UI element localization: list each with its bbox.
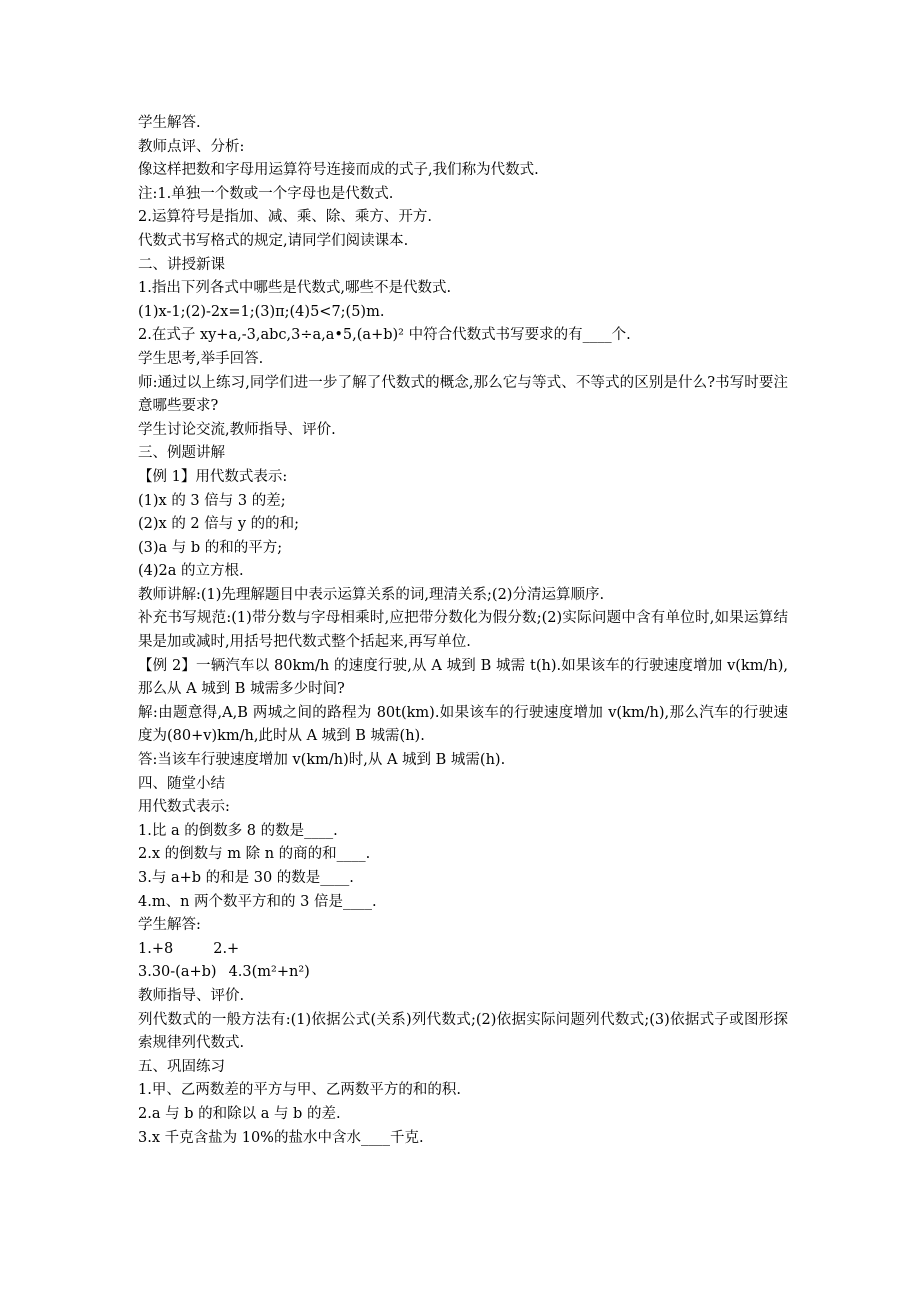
text-line: 注:1.单独一个数或一个字母也是代数式. <box>138 185 394 202</box>
exercise-item: 3.与 a+b 的和是 30 的数是____. <box>138 870 354 886</box>
exercise-item: 2.a 与 b 的和除以 a 与 b 的差. <box>138 1105 341 1122</box>
section-heading: 三、例题讲解 <box>138 445 225 462</box>
text-line: 2.在式子 xy+a,-3,abc,3÷a,a•5,(a+b)² 中符合代数式书写要求的有____个. <box>138 327 631 344</box>
text-line: (4)2a 的立方根. <box>138 563 244 580</box>
text-paragraph: 师:通过以上练习,同学们进一步了解了代数式的概念,那么它与等式、不等式的区别是什么?书写时要注意哪些要求? <box>138 374 788 415</box>
answer-3: 3.30-(a+b) <box>138 964 217 981</box>
answer-line: 答:当该车行驶速度增加 v(km/h)时,从 A 城到 B 城需(h). <box>138 752 506 769</box>
solution-paragraph: 解:由题意得,A,B 两城之间的路程为 80t(km).如果该车的行驶速度增加 v(km/h),那么汽车的行驶速度为(80+v)km/h,此时从 A 城到 B 城需(h). <box>138 704 788 745</box>
example-title: 【例 1】用代数式表示: <box>138 468 288 485</box>
text-paragraph: 补充书写规范:(1)带分数与字母相乘时,应把带分数化为假分数;(2)实际问题中含有单位时,如果运算结果是加或减时,用括号把代数式整个括起来,再写单位. <box>138 610 788 651</box>
text-line: 学生讨论交流,教师指导、评价. <box>138 421 336 438</box>
text-line: 学生解答: <box>138 917 201 934</box>
text-line: 像这样把数和字母用运算符号连接而成的式子,我们称为代数式. <box>138 162 539 179</box>
exercise-item: 2.x 的倒数与 m 除 n 的商的和____. <box>138 846 371 863</box>
text-line: 代数式书写格式的规定,请同学们阅读课本. <box>138 232 409 249</box>
exercise-item: 3.x 千克含盐为 10%的盐水中含水____千克. <box>138 1129 424 1146</box>
answer-1: 1.+8 <box>138 940 174 957</box>
text-line: (1)x-1;(2)-2x=1;(3)π;(4)5<7;(5)m. <box>138 303 385 320</box>
text-line: 教师指导、评价. <box>138 987 245 1004</box>
document-page <box>138 112 788 1150</box>
exercise-item: 1.比 a 的倒数多 8 的数是____. <box>138 822 338 839</box>
text-line: 教师点评、分析: <box>138 138 245 155</box>
text-line: 用代数式表示: <box>138 799 230 816</box>
text-paragraph: 列代数式的一般方法有:(1)依据公式(关系)列代数式;(2)依据实际问题列代数式;(3)依据式子或图形探索规律列代数式. <box>138 1011 788 1052</box>
text-line: 学生解答. <box>138 115 201 131</box>
text-line: (3)a 与 b 的和的平方; <box>138 539 283 556</box>
text-line: (1)x 的 3 倍与 3 的差; <box>138 492 286 509</box>
section-heading: 四、随堂小结 <box>138 775 225 792</box>
section-heading: 五、巩固练习 <box>138 1058 225 1075</box>
text-line: (2)x 的 2 倍与 y 的的和; <box>138 516 300 533</box>
section-heading: 二、讲授新课 <box>138 256 225 273</box>
text-line: 学生思考,举手回答. <box>138 350 264 367</box>
example-paragraph: 【例 2】一辆汽车以 80km/h 的速度行驶,从 A 城到 B 城需 t(h).如果该车的行驶速度增加 v(km/h),那么从 A 城到 B 城需多少时间? <box>138 657 788 698</box>
answer-4: 4.3(m²+n²) <box>228 964 310 981</box>
text-line: 教师讲解:(1)先理解题目中表示运算关系的词,理清关系;(2)分清运算顺序. <box>138 586 605 603</box>
answers-row <box>138 961 788 985</box>
text-line: 1.指出下列各式中哪些是代数式,哪些不是代数式. <box>138 280 452 297</box>
answers-row <box>138 938 788 962</box>
text-line: 2.运算符号是指加、减、乘、除、乘方、开方. <box>138 209 432 226</box>
exercise-item: 1.甲、乙两数差的平方与甲、乙两数平方的和的积. <box>138 1082 461 1099</box>
answer-2: 2.+ <box>213 940 240 957</box>
exercise-item: 4.m、n 两个数平方和的 3 倍是____. <box>138 893 377 910</box>
